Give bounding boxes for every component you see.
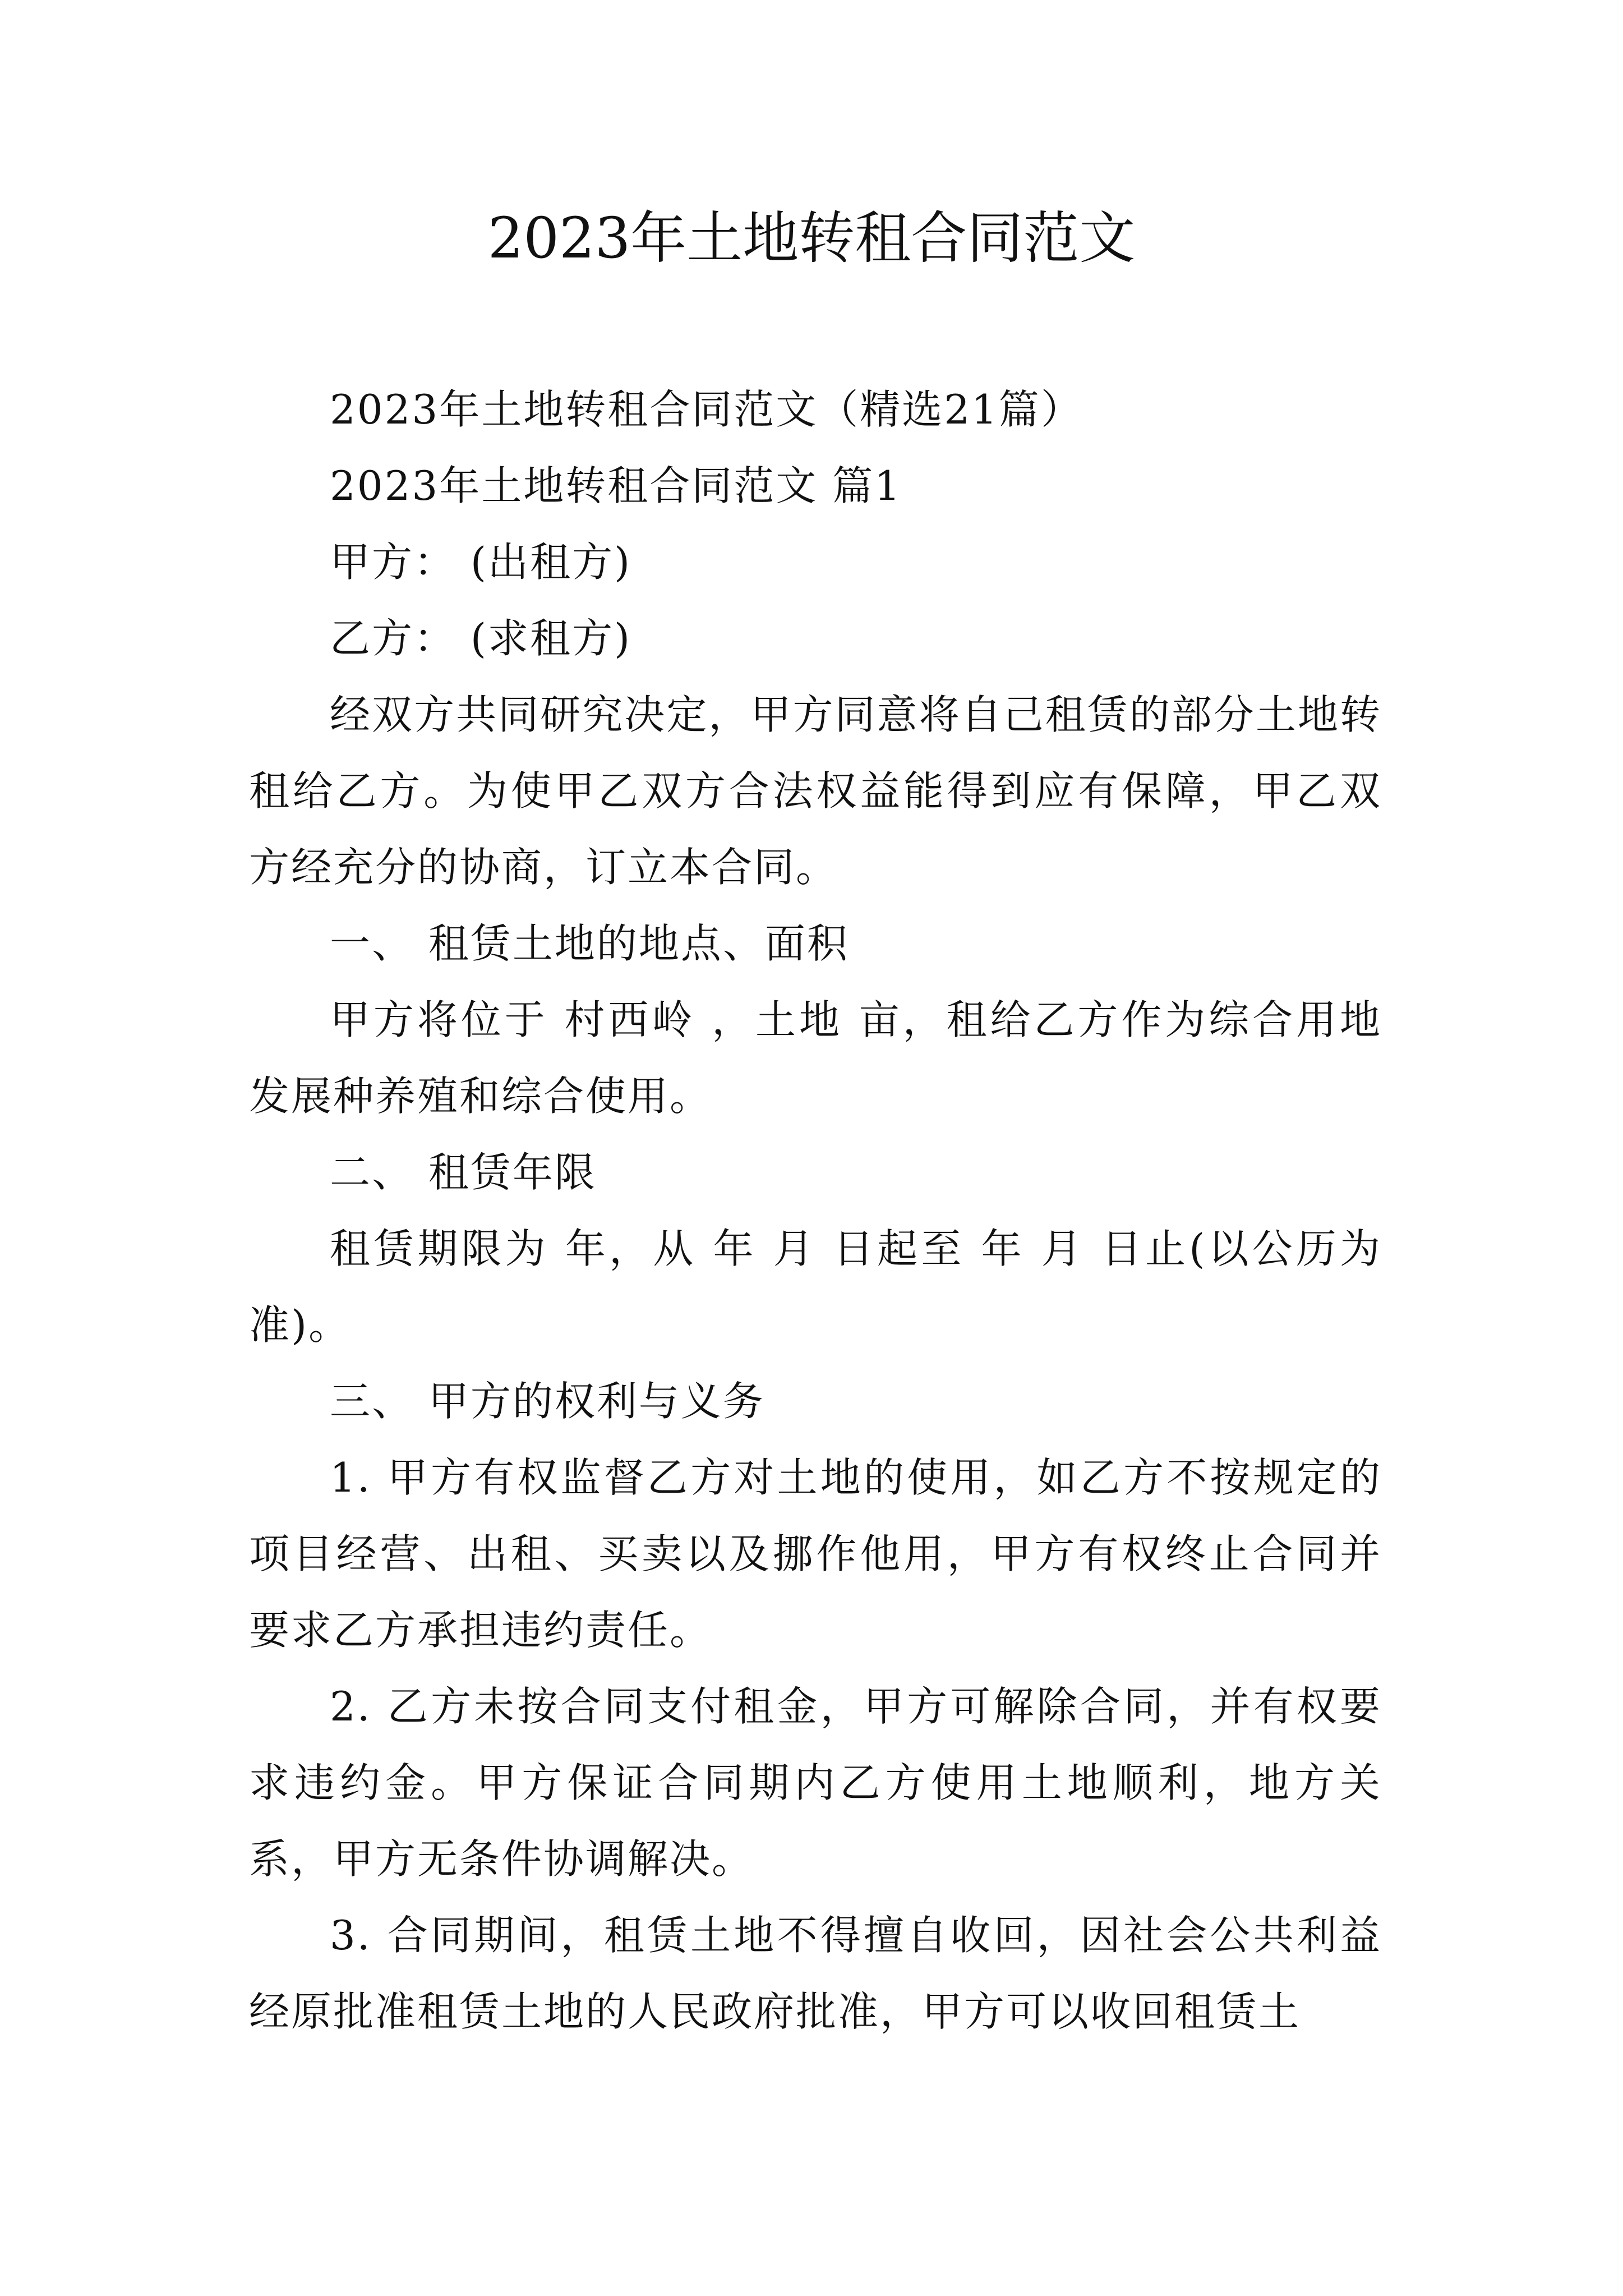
paragraph-party-a: 甲方： (出租方) (330, 539, 632, 586)
paragraph-clause-2-body: 租赁期限为 年，从 年 月 日起至 年 月 日止(以公历为准)。 (249, 1225, 1382, 1349)
paragraph-clause-3-item-3: 3. 合同期间，租赁土地不得擅自收回，因社会公共利益经原批准租赁土地的人民政府批准，甲方可以收回租赁土 (249, 1912, 1382, 2035)
paragraph-clause-2-heading: 二、 租赁年限 (330, 1149, 597, 1196)
paragraph-section-heading: 2023年土地转租合同范文 篇1 (330, 462, 902, 509)
paragraph-clause-3-item-2: 2. 乙方未按合同支付租金，甲方可解除合同，并有权要求违约金。甲方保证合同期内乙方使用土地顺利，地方关系，甲方无条件协调解决。 (249, 1683, 1382, 1883)
document-title: 2023年土地转租合同范文 (487, 205, 1136, 271)
paragraph-preamble: 经双方共同研究决定，甲方同意将自己租赁的部分土地转租给乙方。为使甲乙双方合法权益能得到应有保障，甲乙双方经充分的协商，订立本合同。 (249, 691, 1382, 891)
paragraph-clause-1-body: 甲方将位于 村西岭 ，土地 亩，租给乙方作为综合用地发展种养殖和综合使用。 (249, 996, 1382, 1120)
paragraph-clause-3-heading: 三、 甲方的权利与义务 (330, 1378, 765, 1425)
paragraph-subtitle: 2023年土地转租合同范文（精选21篇） (330, 386, 1083, 433)
paragraph-party-b: 乙方： (求租方) (330, 615, 632, 662)
paragraph-clause-3-item-1: 1. 甲方有权监督乙方对土地的使用，如乙方不按规定的项目经营、出租、买卖以及挪作他用，甲方有权终止合同并要求乙方承担违约责任。 (249, 1454, 1382, 1654)
document-body (249, 371, 1382, 2050)
paragraph-clause-1-heading: 一、 租赁土地的地点、面积 (330, 920, 849, 967)
